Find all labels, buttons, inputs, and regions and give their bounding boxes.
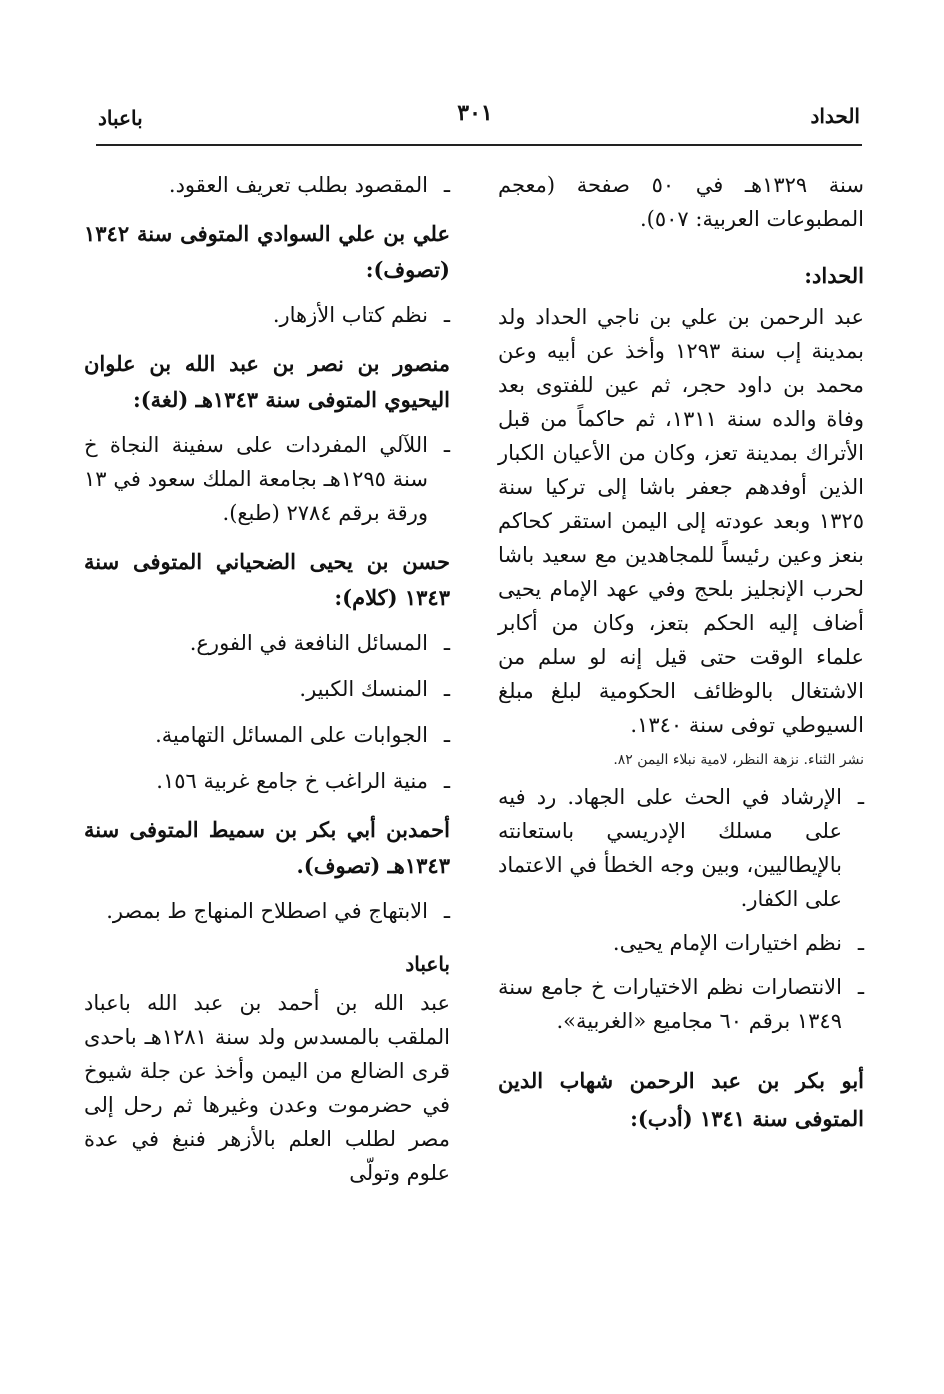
biography-text: عبد الرحمن بن علي بن ناجي الحداد ولد بمدينة إب سنة ١٢٩٣ وأخذ عن أبيه وعن محمد بن داود حجر، ثم عين للفتوى بعد وفاة والده سنة ١٣١١، ثم حاكماً من قبل الأتراك بمدينة تعز، وكان من الأعيان الكبار الذين أوفدهم جعفر باشا إلى تركيا سنة ١٣٢٥ وبعد عودته إلى اليمن استقر كحاكم بنعز وعين رئيساً للمجاهدين مع سعيد باشا لحرب الإنجليز بلحج وفي عهد الإمام يحيى أضاف إليه الحكم بتعز، وكان من أكابر علماء الوقت حتى قيل إنه لو سلم من الاشتغال بالوظائف الحكومية لبلغ مبلغ السيوطي توفى سنة ١٣٤٠. <box>498 305 864 737</box>
work-text: المقصود بطلب تعريف العقود. <box>168 173 428 197</box>
list-dash: ـ <box>443 173 450 197</box>
work-item <box>84 168 450 202</box>
entry-heading: حسن بن يحيى الضحياني المتوفى سنة ١٣٤٣ (كلام): <box>84 549 450 610</box>
page-header <box>90 100 860 136</box>
list-dash: ـ <box>857 975 864 999</box>
work-text: نظم كتاب الأزهار. <box>272 303 428 327</box>
work-text: اللآلي المفردات على سفينة النجاة خ سنة ١٢٩٥هـ بجامعة الملك سعود في ١٣ ورقة برقم ٢٧٨٤ (طبع). <box>84 433 428 525</box>
work-text: المسائل النافعة في الفورع. <box>189 631 428 655</box>
entry-heading: منصور بن نصر بن عبد الله بن علوان اليحيوي المتوفى سنة ١٣٤٣هـ (لغة): <box>84 351 450 412</box>
continuation-text: سنة ١٣٢٩هـ في ٥٠ صفحة (معجم المطبوعات العربية: ٥٠٧). <box>498 173 864 231</box>
entry-heading: أبو بكر بن عبد الرحمن شهاب الدين المتوفى سنة ١٣٤١ (أدب): <box>498 1068 864 1131</box>
work-item <box>84 626 450 660</box>
works-list <box>84 626 450 798</box>
entry-title-baabbad: باعباد <box>405 952 450 976</box>
running-head-right: الحداد <box>810 104 860 128</box>
work-item <box>498 926 864 960</box>
works-list <box>84 428 450 530</box>
list-dash: ـ <box>443 899 450 923</box>
entry-heading: علي بن علي السوادي المتوفى سنة ١٣٤٢ (تصوف): <box>84 221 450 282</box>
source-note: نشر الثناء. نزهة النظر، لامية نبلاء اليمن ٨٢. <box>613 752 864 768</box>
work-item <box>84 894 450 928</box>
work-text: الانتصارات نظم الاختيارات خ جامع سنة ١٣٤٩ برقم ٦٠ مجاميع «الغربية». <box>498 975 842 1033</box>
list-dash: ـ <box>443 769 450 793</box>
continuation-list <box>84 168 450 202</box>
work-item <box>84 764 450 798</box>
work-text: نظم اختيارات الإمام يحيى. <box>612 931 842 955</box>
works-list <box>84 298 450 332</box>
work-text: منية الراغب خ جامع غربية ١٥٦. <box>156 769 428 793</box>
work-text: المنسك الكبير. <box>299 677 428 701</box>
list-dash: ـ <box>857 931 864 955</box>
running-head-left: باعباد <box>98 106 143 130</box>
list-dash: ـ <box>443 433 450 457</box>
work-text: الابتهاج في اصطلاح المنهاج ط بمصر. <box>106 899 428 923</box>
list-dash: ـ <box>443 303 450 327</box>
list-dash: ـ <box>443 631 450 655</box>
works-list <box>498 780 864 1038</box>
left-column <box>84 168 450 1190</box>
list-dash: ـ <box>857 785 864 809</box>
page-number: ٣٠١ <box>457 100 493 126</box>
work-item <box>84 672 450 706</box>
work-item <box>84 298 450 332</box>
work-item <box>498 780 864 916</box>
work-item <box>498 970 864 1038</box>
list-dash: ـ <box>443 723 450 747</box>
biography-text: عبد الله بن أحمد بن عبد الله باعباد الملقب بالمسدس ولد سنة ١٢٨١هـ باحدى قرى الضالع من اليمن وأخذ عن جلة شيوخ في حضرموت وعدن وغيرها ثم رحل إلى مصر لطلب العلم بالأزهر فنبغ في عدة علوم وتولّى <box>84 991 450 1185</box>
work-item <box>84 718 450 752</box>
work-text: الإرشاد في الحث على الجهاد. رد فيه على مسلك الإدريسي باستعانته بالإيطاليين، وبين وجه الخطأ في الاعتماد على الكفار. <box>498 785 842 911</box>
works-list <box>84 894 450 928</box>
entry-heading: أحمدبن أبي بكر بن سميط المتوفى سنة ١٣٤٣هـ (تصوف). <box>84 817 450 878</box>
entry-title-haddad: الحداد: <box>804 263 864 288</box>
right-column <box>498 168 864 1138</box>
header-rule <box>96 144 862 146</box>
list-dash: ـ <box>443 677 450 701</box>
work-item <box>84 428 450 530</box>
work-text: الجوابات على المسائل التهامية. <box>155 723 428 747</box>
